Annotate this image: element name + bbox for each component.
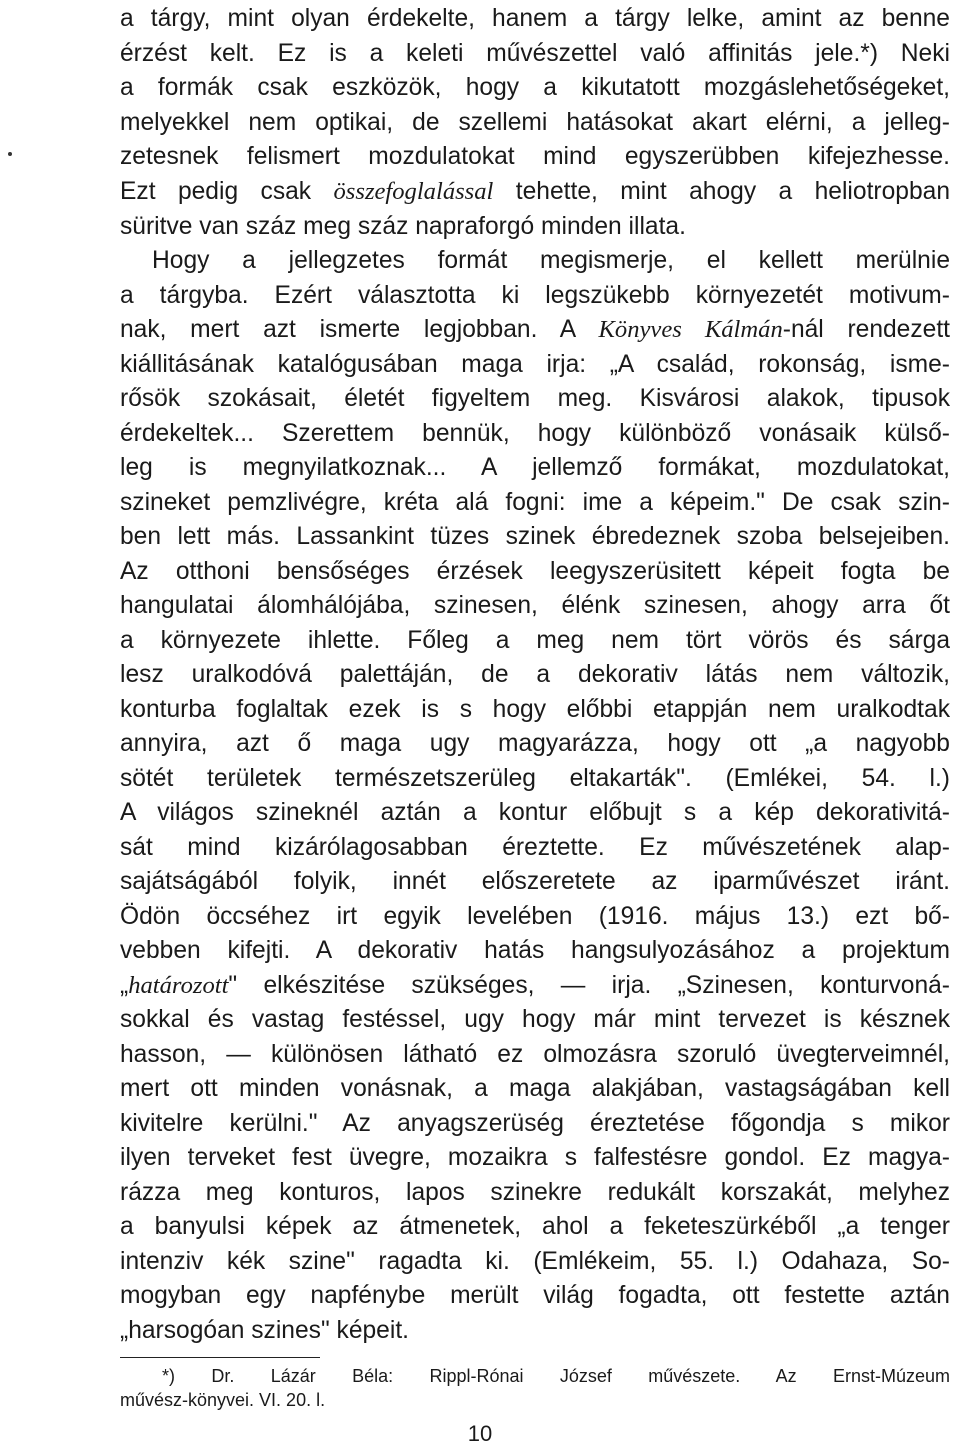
italic-span: határozott (128, 972, 229, 999)
text-line-24: A világos szineknél aztán a kontur előbujt s a kép dekorativitá- (120, 799, 950, 826)
text-line-9: a tárgyba. Ezért választotta ki legszükebb környezetét motivum- (120, 282, 950, 309)
text-line-2: érzést kelt. Ez is a keleti művészettel való affinitás jele.*) Neki (120, 40, 950, 67)
text-line-1: a tárgy, mint olyan érdekelte, hanem a tárgy lelke, amint az benne (120, 5, 950, 32)
text-span: tehette, mint ahogy a heliotropban (493, 178, 950, 205)
text-line-25: sát mind kizárólagosabban éreztette. Ez művészetének alap- (120, 834, 950, 861)
text-line-3: a formák csak eszközök, hogy a kikutatott mozgáslehetőségeket, (120, 74, 950, 101)
footnote-rule (120, 1357, 320, 1358)
text-line-18: hangulatai álomhálójába, szinesen, élénk szinesen, ahogy arra őt (120, 592, 950, 619)
text-span: „ (120, 972, 129, 999)
text-span: -nál rendezett (782, 316, 950, 343)
text-line-28: vebben kifejti. A dekorativ hatás hangsulyozásához a projektum (120, 937, 950, 964)
text-line-14: leg is megnyilatkoznak... A jellemző formákat, mozdulatokat, (120, 454, 950, 481)
text-line-13: érdekeltek... Szerettem bennük, hogy különböző vonásaik külső- (120, 420, 950, 447)
text-line-10 (120, 314, 950, 346)
text-line-37: intenziv kék szine" ragadta ki. (Emlékeim, 55. l.) Odahaza, So- (120, 1248, 950, 1275)
text-line-6 (120, 176, 950, 208)
text-line-19: a környezete ihlette. Főleg a meg nem tört vörös és sárga (120, 627, 950, 654)
page-number: 10 (467, 1421, 493, 1446)
text-line-26: sajátságából folyik, innét előszeretete az iparművészet iránt. (120, 868, 950, 895)
text-span: nak, mert azt ismerte legjobban. A (120, 316, 599, 343)
stray-mark (8, 152, 12, 156)
footnote-line-1: *) Dr. Lázár Béla: Rippl-Rónai József művészete. Az Ernst-Múzeum (162, 1366, 950, 1386)
text-line-20: lesz uralkodóvá palettáján, de a dekorativ látás nem változik, (120, 661, 950, 688)
text-line-33: kivitelre kerülni." Az anyagszerüség éreztetése főgondja s mikor (120, 1110, 950, 1137)
text-line-29 (120, 970, 950, 1002)
text-line-35: rázza meg konturos, lapos szinekre redukált korszakát, melyhez (120, 1179, 950, 1206)
text-span: " elkészitése szükséges, — irja. „Szinesen, konturvoná- (228, 972, 950, 999)
text-line-12: rősök szokásait, életét figyeltem meg. Kisvárosi alakok, tipusok (120, 385, 950, 412)
text-line-31: hasson, — különösen látható ez olmozásra szoruló üvegterveimnél, (120, 1041, 950, 1068)
text-line-27: Ödön öccséhez irt egyik levelében (1916. május 13.) ezt bő- (120, 903, 950, 930)
text-span: Ezt pedig csak (120, 178, 334, 205)
text-line-17: Az otthoni bensőséges érzések leegyszerüsitett képeit fogta be (120, 558, 950, 585)
text-line-11: kiállitásának katalógusában maga irja: „A család, rokonság, isme- (120, 351, 950, 378)
text-line-5: zetesnek felismert mozdulatokat mind egyszerübben kifejezhesse. (120, 143, 950, 170)
text-line-36: a banyulsi képek az átmenetek, ahol a feketeszürkéből „a tenger (120, 1213, 950, 1240)
italic-span: összefoglalással (333, 178, 494, 205)
text-line-7: süritve van száz meg száz napraforgó minden illata. (120, 213, 686, 240)
text-line-21: konturba foglaltak ezek is s hogy előbbi etappján nem uralkodtak (120, 696, 950, 723)
italic-span: Könyves Kálmán (598, 316, 783, 343)
text-line-39: „harsogóan szines" képeit. (120, 1317, 409, 1344)
text-line-8: Hogy a jellegzetes formát megismerje, el kellett merülnie (152, 247, 950, 274)
text-line-38: mogyban egy napfénybe merült világ fogadta, ott festette aztán (120, 1282, 950, 1309)
text-line-32: mert ott minden vonásnak, a maga alakjában, vastagságában kell (120, 1075, 950, 1102)
text-line-23: sötét területek természetszerüleg eltakarták". (Emlékei, 54. l.) (120, 765, 950, 792)
text-line-4: melyekkel nem optikai, de szellemi hatásokat akart elérni, a jelleg- (120, 109, 950, 136)
text-line-30: sokkal és vastag festéssel, ugy hogy már mint tervezet is késznek (120, 1006, 950, 1033)
text-line-34: ilyen terveket fest üvegre, mozaikra s falfestésre gondol. Ez magya- (120, 1144, 950, 1171)
text-line-16: ben lett más. Lassankint tüzes szinek ébredeznek szoba belsejeiben. (120, 523, 950, 550)
footnote-line-2: művész-könyvei. VI. 20. l. (120, 1390, 326, 1410)
text-line-15: szineket pemzlivégre, kréta alá fogni: ime a képeim." De csak szin- (120, 489, 950, 516)
text-line-22: annyira, azt ő maga ugy magyarázza, hogy ott „a nagyobb (120, 730, 950, 757)
